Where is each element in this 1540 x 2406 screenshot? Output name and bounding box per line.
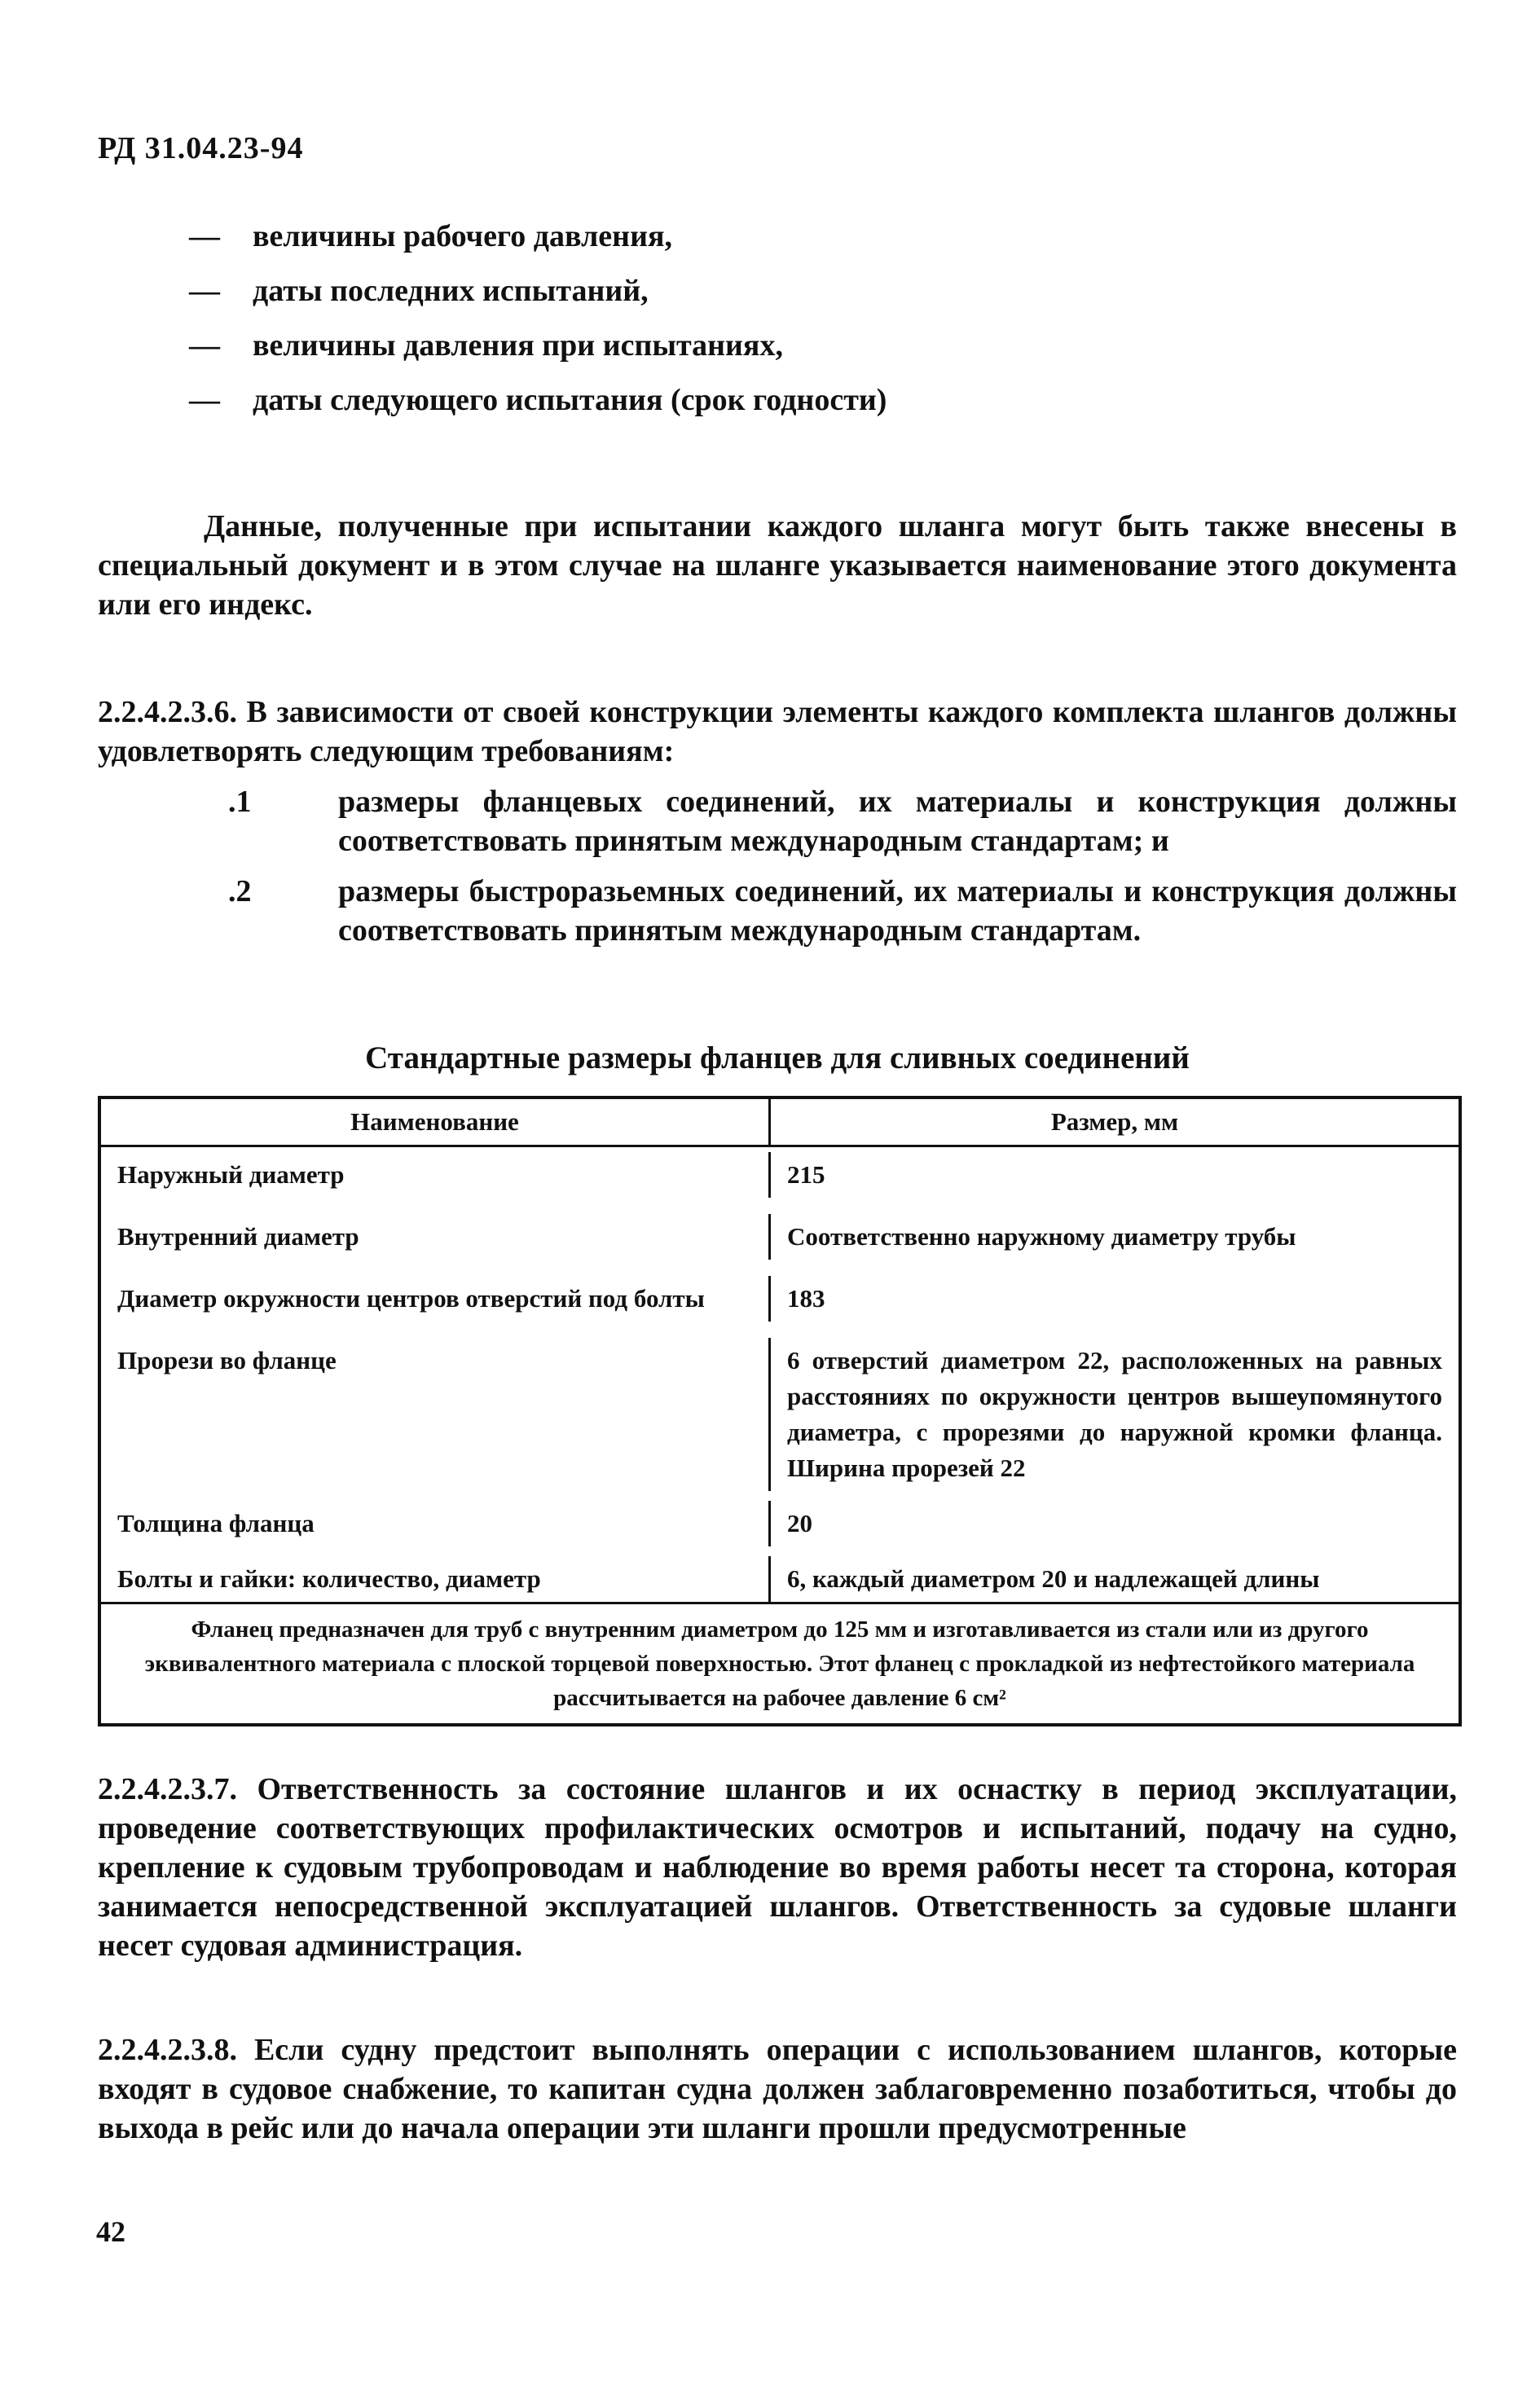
- table-row: Прорези во фланце 6 отверстий диаметром 22, расположенных на равных расстояниях по окружности центров вышеупомянутого диаметра, с прорезями до наружной кромки фланца. Ширина прорезей 22: [101, 1338, 1459, 1491]
- table-header-row: [101, 1099, 1459, 1147]
- paragraph-2-2-4-2-3-7: 2.2.4.2.3.7. Ответственность за состояние шлангов и их оснастку в период эксплуатации, проведение соответствующих профилактических осмотров и испытаний, подачу на судно, крепление к судовым трубопроводам и наблюдение во время работы несет та сторона, которая занимается непосредственной эксплуатацией шлангов. Ответственность за судовые шланги несет судовая администрация.: [98, 1772, 1457, 1963]
- requirement-item-1: .1 размеры фланцевых соединений, их материалы и конструкция должны соответствовать принятым международным стандартам; и: [228, 785, 1457, 858]
- table-row: Толщина фланца 20: [101, 1501, 1459, 1546]
- paragraph-2-2-4-2-3-8: 2.2.4.2.3.8. Если судну предстоит выполнять операции с использованием шлангов, которые входят в судовое снабжение, то капитан судна должен заблаговременно позаботиться, чтобы до выхода в рейс или до начала операции эти шланги прошли предусмотренные: [98, 2033, 1457, 2145]
- list-item: — величины рабочего давления,: [189, 219, 673, 253]
- table-row: Наружный диаметр 215: [101, 1147, 1459, 1198]
- paragraph-2-2-4-2-3-6: 2.2.4.2.3.6. В зависимости от своей конструкции элементы каждого комплекта шлангов должны удовлетворять следующим требованиям:: [98, 695, 1457, 768]
- table-row: Внутренний диаметр Соответственно наружному диаметру трубы: [101, 1214, 1459, 1260]
- document-code: РД 31.04.23-94: [98, 131, 304, 165]
- list-item: — даты следующего испытания (срок годности): [189, 383, 887, 417]
- parameter-list: [189, 218, 1460, 437]
- list-item: — величины давления при испытаниях,: [189, 328, 783, 363]
- table-note: Фланец предназначен для труб с внутренним диаметром до 125 мм и изготавливается из стали или из другого эквивалентного материала с плоской торцевой поверхностью. Этот фланец с прокладкой из нефтестойкого материала рассчитывается на рабочее давление 6 см²: [101, 1602, 1459, 1723]
- table-row: Диаметр окружности центров отверстий под болты 183: [101, 1276, 1459, 1322]
- list-item: — даты последних испытаний,: [189, 274, 649, 308]
- table-row: Болты и гайки: количество, диаметр 6, каждый диаметром 20 и надлежащей длины: [101, 1556, 1459, 1602]
- requirement-item-2: .2 размеры быстроразьемных соединений, их материалы и конструкция должны соответствовать принятым международным стандартам.: [228, 874, 1457, 948]
- column-header-size: Размер, мм: [1050, 1107, 1179, 1136]
- page-number: 42: [96, 2215, 125, 2248]
- table-title: Стандартные размеры фланцев для сливных соединений: [365, 1040, 1190, 1075]
- paragraph-data-documentation: Данные, полученные при испытании каждого шланга могут быть также внесены в специальный документ и в этом случае на шланге указывается наименование этого документа или его индекс.: [98, 509, 1457, 622]
- column-header-name: Наименование: [101, 1099, 771, 1145]
- flange-table: [98, 1096, 1462, 1726]
